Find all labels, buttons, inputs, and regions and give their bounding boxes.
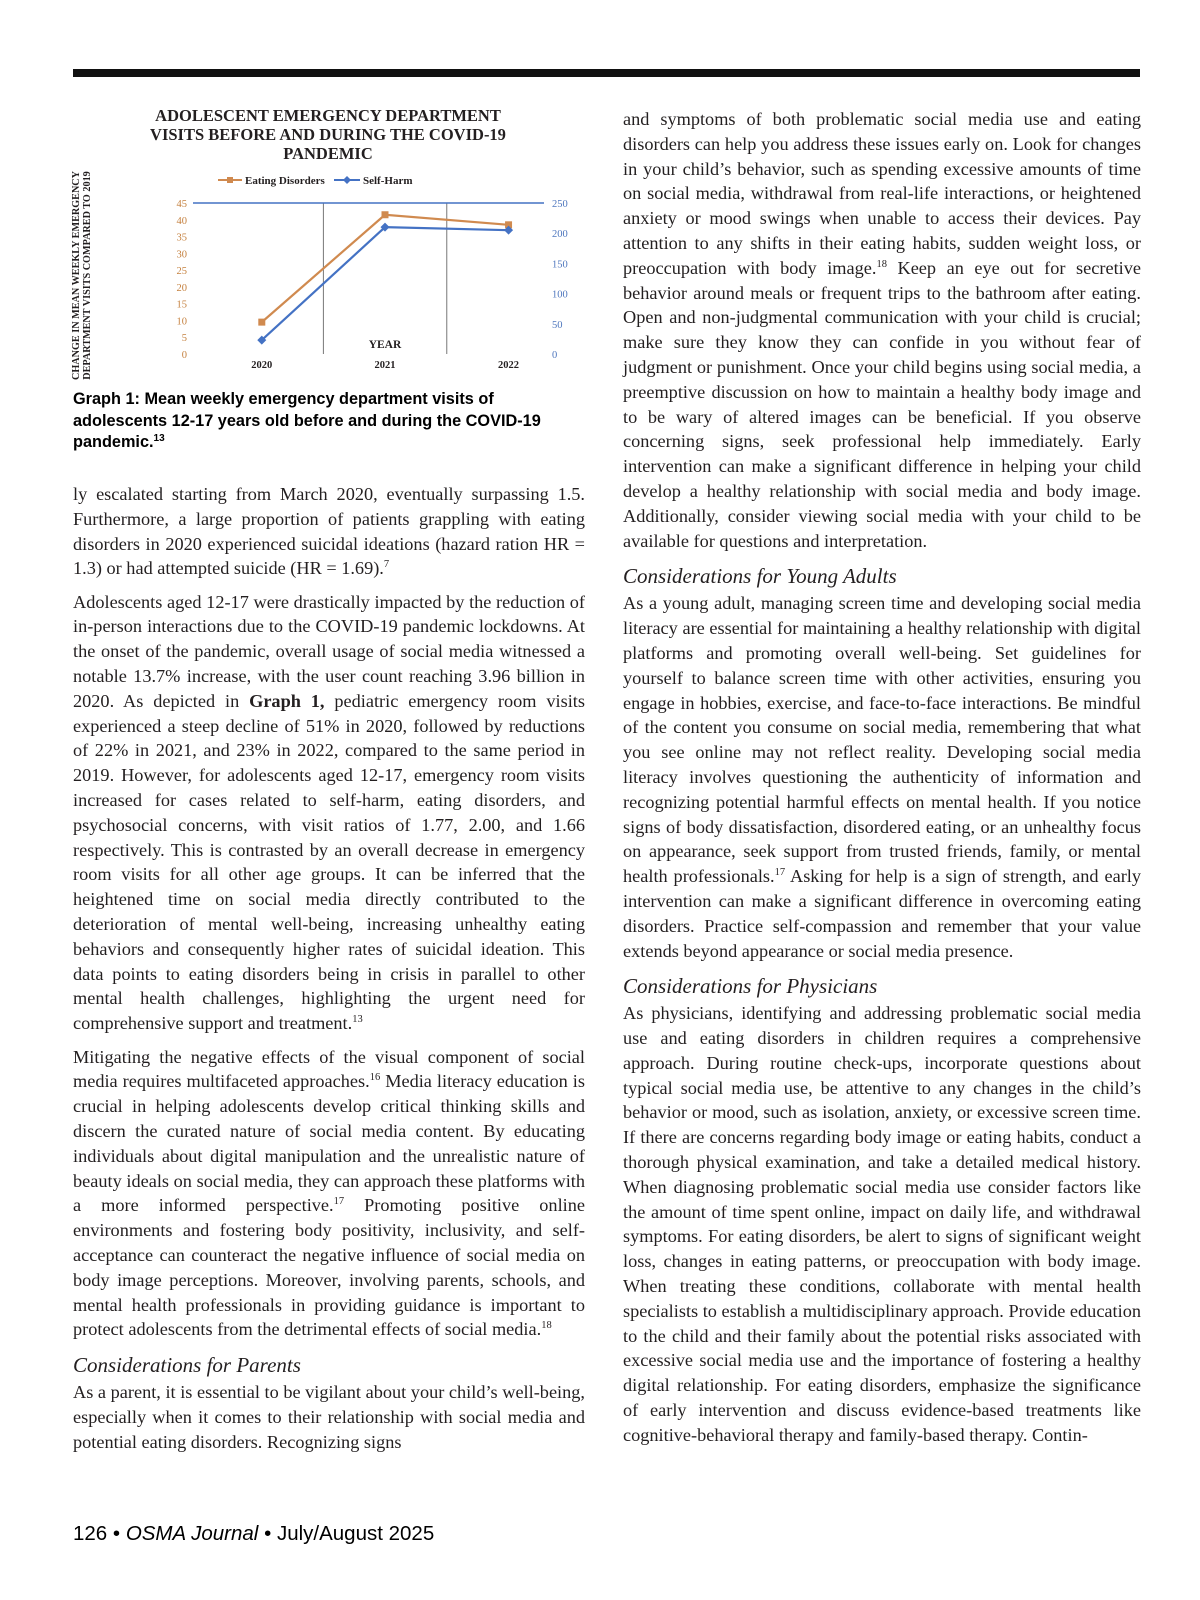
paragraph: As physicians, identifying and addressing problematic social media use and eating disorders in children requires a comprehensive approach. During routine check-ups, incorporate questions about typical social media use, be attentive to any changes in the child’s behavior or mood, such as isolation, anxiety, or excessive screen time. If there are concerns regarding body image or eating habits, conduct a thorough physical examination, and take a detailed medical history. When diagnosing problematic social media use consider factors like the amount of time spent online, impact on daily life, and withdrawal symptoms. For eating disorders, be alert to signs of significant weight loss, changes in eating patterns, or preoccupation with body image. When treating these conditions, collaborate with mental health specialists to establish a multidisciplinary approach. Provide education to the child and their family about the potential risks associated with excessive social media use and the importance of fostering a healthy digital relationship. For eating disorders, emphasize the significance of early intervention and discuss evidence-based treatments like cognitive-behavioral therapy and family-based therapy. Contin- bbox=[623, 1003, 1141, 1445]
citation-ref: 17 bbox=[774, 867, 786, 879]
paragraph: As a young adult, managing screen time and developing social media literacy are essential for maintaining a healthy relationship with digital platforms and promoting overall well-being. Set guidelines for yourself to balance screen time with other activities, ensuring you engage in hobbies, exercise, and face-to-face interactions. Be mindful of the content you consume on social media, remembering that what you see online may not reflect reality. Developing social media literacy involves questioning the authenticity of information and recognizing potential harmful effects on mental health. If you notice signs of body dissatisfaction, disordered eating, or an unhealthy focus on appearance, seek support from trusted friends, family, or mental health professionals.$^{17}$ Asking for help is a sign of strength, and early intervention can make a significant difference in overcoming eating disorders. Practice self-compassion and remember that your value extends beyond appearance or social media presence. bbox=[623, 593, 1142, 961]
left-column bbox=[73, 482, 585, 1463]
y-tick-label: 30 bbox=[176, 249, 187, 261]
paragraph: and symptoms of both problematic social media use and eating disorders can help you address these issues early on. Look for changes in your child’s behavior, such as spending excessive amounts of time on social media, withdrawal from real-life interactions, or heightened anxiety or mood swings when unable to access their devices. Pay attention to any shifts in their eating habits, sudden weight loss, or preoccupation with body image.$^{18}$ Keep an eye out for secretive behavior around meals or frequent trips to the bathroom after eating. Open and non-judgmental communication with your child is crucial; make sure they know they can confide in you without fear of judgment or punishment. Once your child begins using social media, a preemptive discussion on how to maintain a healthy body image and to be wary of altered images can be beneficial. If you observe concerning signs, seek professional help immediately. Early intervention can make a significant difference in helping your child develop a healthy relationship with social media and body image. Additionally, consider viewing social media with your child to be available for questions and interpretation. bbox=[623, 109, 1141, 551]
chart-canvas bbox=[70, 100, 590, 390]
caption-text: Graph 1: Mean weekly emergency department visits of adolescents 12-17 years old before and during the COVID-19 pandemic. bbox=[73, 390, 541, 451]
y-axis-label: CHANGE IN MEAN WEEKLY EMERGENCY bbox=[71, 170, 82, 381]
citation-ref: 16 bbox=[369, 1072, 381, 1084]
data-point-eating-disorders bbox=[258, 319, 265, 326]
y2-tick-label: 50 bbox=[552, 319, 563, 331]
y-tick-label: 10 bbox=[176, 316, 187, 328]
citation-ref: 18 bbox=[876, 258, 887, 270]
page-footer: 126 • OSMA Journal • July/August 2025 bbox=[73, 1522, 435, 1545]
x-axis-label: YEAR bbox=[368, 339, 402, 351]
heading-physicians: Considerations for Physicians bbox=[623, 974, 878, 999]
citation-ref: 17 bbox=[333, 1196, 345, 1208]
journal-name: OSMA Journal bbox=[125, 1522, 259, 1545]
issue-date: July/August 2025 bbox=[276, 1522, 435, 1545]
y2-tick-label: 0 bbox=[552, 350, 558, 361]
y-tick-label: 0 bbox=[181, 350, 187, 361]
series-line-self-harm bbox=[262, 227, 509, 340]
citation-ref: 7 bbox=[383, 559, 390, 571]
chart-title: VISITS BEFORE AND DURING THE COVID-19 bbox=[150, 125, 506, 144]
heading-parents: Considerations for Parents bbox=[73, 1353, 301, 1378]
paragraph: Mitigating the negative effects of the visual component of social media requires multifaceted approaches.$^{16}$ Media literacy education is crucial in helping adolescents develop critical thinking skills and discern the curated nature of social media content. By educating individuals about digital manipulation and the unrealistic nature of beauty ideals on social media, they can approach these platforms with a more informed perspective.$^{17}$ Promoting positive online environments and fostering body positivity, inclusivity, and self-acceptance can counteract the negative influence of social media on body image perceptions. Moreover, involving parents, schools, and mental health professionals in providing guidance is important to protect adolescents from the detrimental effects of social media.$^{18}$ bbox=[73, 1046, 585, 1340]
x-tick-label: 2021 bbox=[374, 360, 396, 371]
chart-title: PANDEMIC bbox=[283, 144, 373, 163]
y2-tick-label: 100 bbox=[552, 289, 568, 301]
y-tick-label: 45 bbox=[176, 199, 187, 210]
graph-caption bbox=[73, 389, 585, 454]
citation-ref: 13 bbox=[352, 1014, 363, 1026]
chart-title: ADOLESCENT EMERGENCY DEPARTMENT bbox=[155, 106, 501, 125]
y-axis-label: DEPARTMENT VISITS COMPARED TO 2019 bbox=[82, 171, 93, 380]
page-number: 126 bbox=[73, 1522, 108, 1545]
caption-ref: 13 bbox=[153, 433, 165, 444]
paragraph: Adolescents aged 12-17 were drastically impacted by the reduction of in-person interactions due to the COVID-19 pandemic lockdowns. At the onset of the pandemic, overall usage of social media witnessed a notable 13.7% increase, with the user count reaching 3.96 billion in 2020. As depicted in Graph 1, pediatric emergency room visits experienced a steep decline of 51% in 2020, followed by reductions of 22% in 2021, and 23% in 2022, compared to the same period in 2019. However, for adolescents aged 12-17, emergency room visits increased for cases related to self-harm, eating disorders, and psychosocial concerns, with visit ratios of 1.77, 2.00, and 1.66 respectively. This is contrasted by an overall decrease in emergency room visits for all other age groups. It can be inferred that the heightened time on social media directly contributed to the deterioration of mental well-being, increasing unhealthy eating behaviors and consequently higher rates of suicidal ideation. This data points to eating disorders being in crisis in parallel to other mental health challenges, highlighting the urgent need for comprehensive support and treatment.$^{13}$ bbox=[73, 591, 586, 1034]
right-column bbox=[623, 107, 1141, 1456]
y-tick-label: 35 bbox=[176, 232, 187, 244]
top-rule bbox=[73, 69, 1140, 77]
citation-ref: 18 bbox=[541, 1320, 552, 1332]
y-tick-label: 20 bbox=[176, 282, 187, 294]
paragraph: ly escalated starting from March 2020, eventually surpassing 1.5. Furthermore, a large proportion of patients grappling with eating disorders in 2020 experienced suicidal ideations (hazard ration HR = 1.3) or had attempted suicide (HR = 1.69).$^7$ bbox=[73, 484, 585, 579]
y-tick-label: 15 bbox=[176, 299, 187, 311]
x-tick-label: 2020 bbox=[251, 360, 273, 371]
y-tick-label: 25 bbox=[176, 266, 187, 278]
legend-label-self-harm: Self-Harm bbox=[363, 175, 413, 187]
legend-marker-self-harm bbox=[343, 176, 351, 184]
x-tick-label: 2022 bbox=[498, 360, 520, 371]
y2-tick-label: 250 bbox=[552, 199, 568, 210]
data-point-eating-disorders bbox=[381, 211, 388, 218]
y2-tick-label: 150 bbox=[552, 259, 568, 271]
graph-1 bbox=[70, 100, 590, 390]
graph-reference: Graph 1, bbox=[249, 690, 325, 711]
paragraph: As a parent, it is essential to be vigilant about your child’s well-being, especially when it comes to their relationship with social media and potential eating disorders. Recognizing signs bbox=[73, 1382, 585, 1452]
legend-label-eating-disorders: Eating Disorders bbox=[245, 175, 325, 187]
y-tick-label: 40 bbox=[176, 215, 187, 227]
y-tick-label: 5 bbox=[181, 333, 187, 345]
y2-tick-label: 200 bbox=[552, 229, 568, 241]
legend-marker-eating-disorders bbox=[227, 177, 233, 183]
heading-young-adults: Considerations for Young Adults bbox=[623, 564, 897, 589]
